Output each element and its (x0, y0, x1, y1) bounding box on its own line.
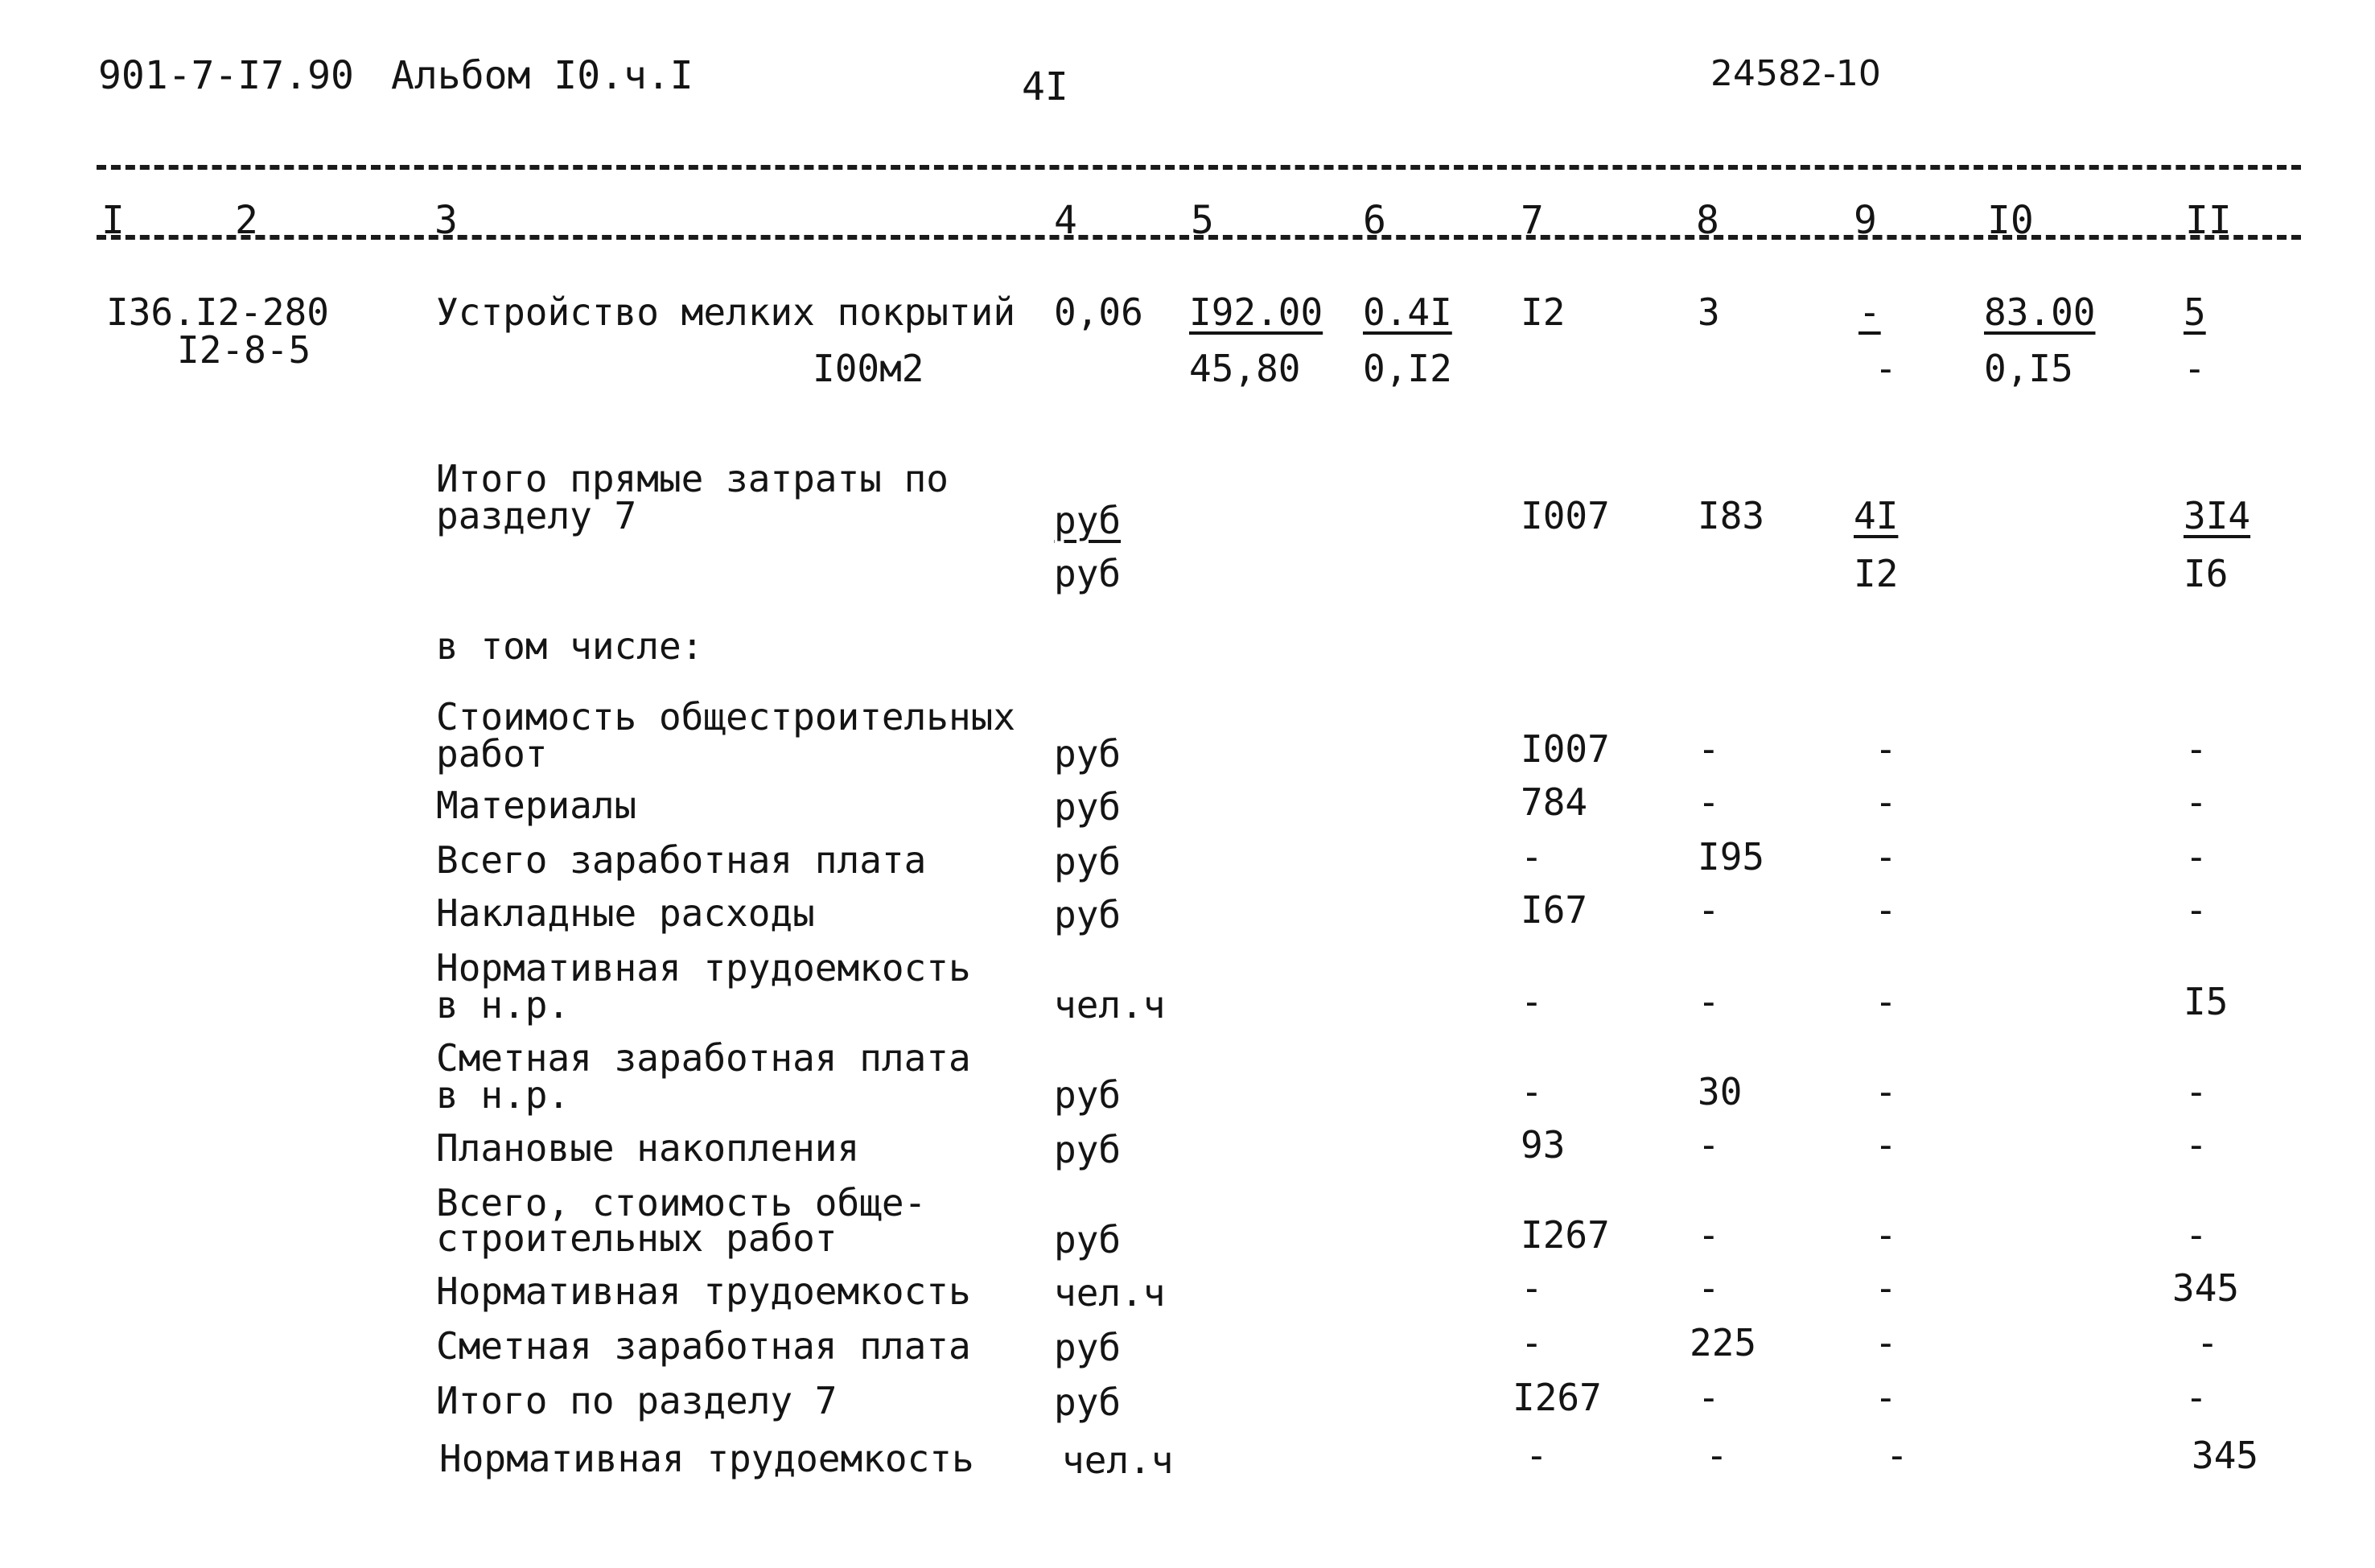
item-col7: I2 (1521, 290, 1566, 334)
row-label: Нормативная трудоемкость (436, 946, 971, 990)
row-col11: - (2196, 1321, 2219, 1364)
row-unit: руб (1054, 1326, 1122, 1369)
row-col9: - (1875, 835, 1897, 879)
row-col7: - (1521, 1070, 1543, 1113)
col-5: 5 (1191, 198, 1214, 243)
col-6: 6 (1363, 198, 1386, 243)
row-label-2: в н.р. (436, 983, 570, 1027)
row-col8: - (1698, 727, 1720, 771)
row-unit: руб (1054, 893, 1122, 936)
row-col7: I007 (1521, 727, 1610, 771)
row-col11: - (2185, 1123, 2208, 1167)
row-col8: - (1698, 780, 1720, 824)
row-label: Сметная заработная плата (436, 1324, 971, 1368)
row-col9: - (1875, 1123, 1897, 1167)
row-col8: - (1698, 1376, 1720, 1419)
row-col11: - (2185, 835, 2208, 879)
row-col9: - (1875, 1266, 1897, 1310)
header-divider (97, 235, 2301, 240)
item-col10-bottom: 0,I5 (1984, 347, 2073, 390)
item-col8: 3 (1698, 290, 1720, 334)
row-col7: I267 (1513, 1376, 1602, 1419)
total-direct-unit-bottom: руб (1054, 552, 1122, 595)
row-col8: - (1698, 1266, 1720, 1310)
item-col9-top: - (1858, 290, 1881, 334)
row-unit: чел.ч (1054, 983, 1166, 1027)
row-col9: - (1875, 727, 1897, 771)
total-direct-label-2: разделу 7 (436, 494, 637, 537)
item-col9-bottom: - (1875, 347, 1897, 390)
including-label: в том числе: (436, 624, 704, 668)
item-col11-bottom: - (2184, 347, 2206, 390)
row-unit: руб (1054, 1073, 1122, 1117)
total-direct-col11-bottom: I6 (2184, 552, 2229, 595)
row-label: Плановые накопления (436, 1126, 860, 1170)
row-col9: - (1875, 1213, 1897, 1257)
row-col7: I267 (1521, 1213, 1610, 1257)
item-subcode: I2-8-5 (177, 328, 311, 372)
row-col9: - (1886, 1434, 1908, 1477)
col-4: 4 (1054, 198, 1077, 243)
row-unit: руб (1054, 840, 1122, 883)
row-col7: - (1521, 835, 1543, 879)
item-col10-top: 83.00 (1984, 290, 2096, 334)
item-col6-bottom: 0,I2 (1363, 347, 1452, 390)
row-label: Всего заработная плата (436, 838, 927, 882)
row-col8: - (1698, 980, 1720, 1023)
row-col7: - (1521, 1321, 1543, 1364)
row-unit: руб (1054, 1128, 1122, 1171)
total-direct-col8: I83 (1698, 494, 1765, 537)
row-col9: - (1875, 780, 1897, 824)
row-col7: - (1525, 1434, 1548, 1477)
row-col8: - (1698, 1213, 1720, 1257)
col-2: 2 (235, 198, 258, 243)
row-label-2: в н.р. (436, 1073, 570, 1117)
row-col8: 225 (1690, 1321, 1757, 1364)
item-name: Устройство мелких покрытий (436, 290, 1016, 334)
row-label: Нормативная трудоемкость (436, 1270, 971, 1313)
row-label-2: строительных работ (436, 1216, 838, 1260)
total-direct-col11-top: 3I4 (2184, 494, 2251, 537)
col-11: II (2185, 198, 2232, 243)
total-direct-col7: I007 (1521, 494, 1610, 537)
row-label: Материалы (436, 784, 637, 827)
row-col9: - (1875, 1321, 1897, 1364)
row-col11: I5 (2184, 980, 2229, 1023)
stamp-number: 24582-10 (1710, 53, 1881, 94)
row-col8: - (1706, 1434, 1728, 1477)
row-unit: руб (1054, 785, 1122, 829)
total-direct-unit-top: руб (1054, 499, 1122, 542)
row-label: Всего, стоимость обще- (436, 1181, 927, 1224)
page-number: 4I (1022, 64, 1068, 109)
row-unit: руб (1054, 732, 1122, 776)
row-unit: руб (1054, 1381, 1122, 1424)
row-col7: 93 (1521, 1123, 1566, 1167)
item-col5-top: I92.00 (1189, 290, 1323, 334)
row-col11: - (2185, 1376, 2208, 1419)
row-label-2: работ (436, 732, 548, 776)
row-label: Сметная заработная плата (436, 1036, 971, 1080)
item-col6-top: 0.4I (1363, 290, 1452, 334)
col-3: 3 (434, 198, 458, 243)
col-7: 7 (1521, 198, 1544, 243)
row-col9: - (1875, 888, 1897, 932)
total-direct-col9-top: 4I (1854, 494, 1899, 537)
row-col7: 784 (1521, 780, 1588, 824)
row-col8: - (1698, 1123, 1720, 1167)
col-8: 8 (1696, 198, 1719, 243)
row-label: Итого по разделу 7 (436, 1379, 838, 1422)
row-unit: руб (1054, 1218, 1122, 1261)
row-col8: 30 (1698, 1070, 1743, 1113)
top-divider (97, 165, 2301, 170)
item-unit: I00м2 (813, 347, 924, 390)
row-col11: - (2185, 1070, 2208, 1113)
row-label: Накладные расходы (436, 891, 815, 935)
row-col7: - (1521, 980, 1543, 1023)
row-label: Нормативная трудоемкость (439, 1437, 974, 1480)
item-col5-bottom: 45,80 (1189, 347, 1301, 390)
row-label: Стоимость общестроительных (436, 695, 1016, 739)
album-label: Альбом I0.ч.I (391, 53, 694, 98)
row-col8: - (1698, 888, 1720, 932)
row-col7: I67 (1521, 888, 1588, 932)
col-1: I (101, 198, 125, 243)
col-9: 9 (1854, 198, 1877, 243)
row-col11: - (2185, 1213, 2208, 1257)
doc-code: 901-7-I7.90 (98, 53, 354, 98)
item-col11-top: 5 (2184, 290, 2206, 334)
col-10: I0 (1987, 198, 2034, 243)
row-col11: - (2185, 888, 2208, 932)
total-direct-label-1: Итого прямые затраты по (436, 457, 949, 500)
row-col8: I95 (1698, 835, 1765, 879)
total-direct-col9-bottom: I2 (1854, 552, 1899, 595)
row-col9: - (1875, 980, 1897, 1023)
row-col11: 345 (2192, 1434, 2259, 1477)
row-col9: - (1875, 1070, 1897, 1113)
item-code: I36.I2-280 (106, 290, 329, 334)
row-col9: - (1875, 1376, 1897, 1419)
row-col11: - (2185, 780, 2208, 824)
row-unit: чел.ч (1062, 1438, 1174, 1482)
item-quantity: 0,06 (1054, 290, 1143, 334)
row-unit: чел.ч (1054, 1271, 1166, 1315)
row-col7: - (1521, 1266, 1543, 1310)
row-col11: 345 (2172, 1266, 2240, 1310)
row-col11: - (2185, 727, 2208, 771)
